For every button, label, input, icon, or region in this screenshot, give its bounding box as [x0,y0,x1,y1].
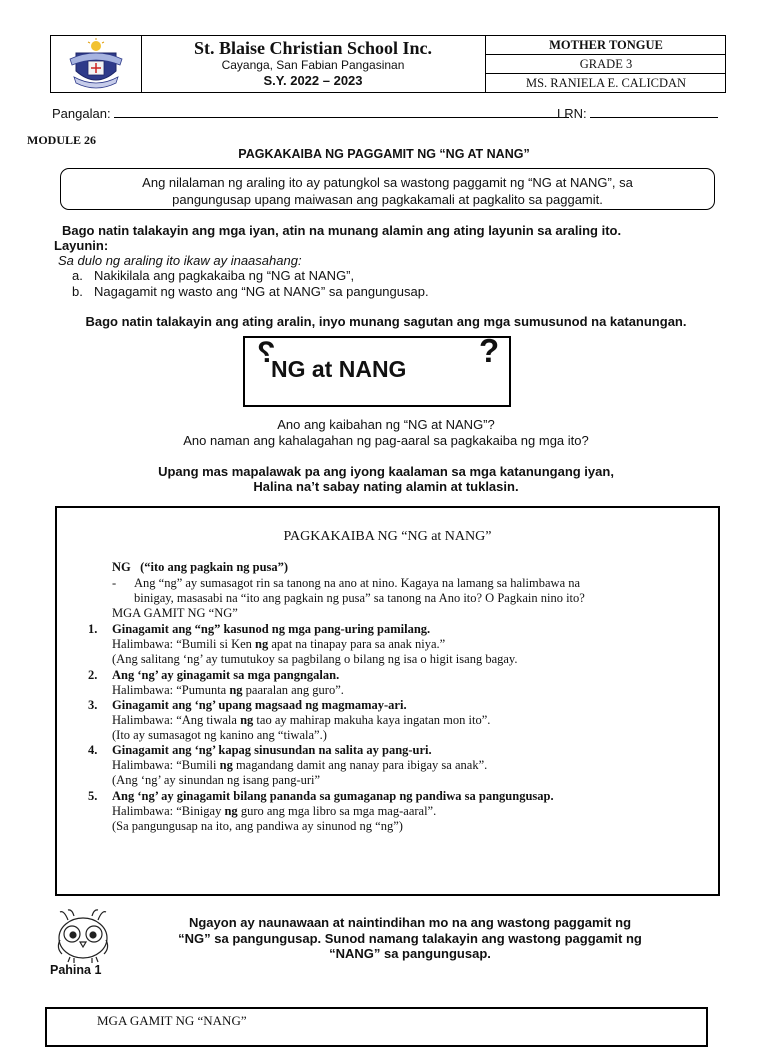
rule-number: 2. [88,668,98,682]
encourage-line-2: Halina na’t sabay nating alamin at tuklasin. [253,479,519,494]
page-number: Pahina 1 [50,963,102,977]
rule-text: Ang ‘ng’ ay ginagamit sa mga pangngalan. [112,668,340,682]
example-pre: Halimbawa: “Bumili si Ken [112,637,256,651]
intro-line-1: Ang nilalaman ng araling ito ay patungkol sa wastong paggamit ng “NG at NANG”, sa [142,175,633,190]
school-info-cell [142,36,484,92]
rule-note: (Sa pangungusap na ito, ang pandiwa ay sinunod ng “ng”) [112,819,403,833]
intro-box [60,168,715,210]
nang-box [45,1007,708,1047]
ng-heading [112,560,288,575]
ng-heading-label: NG [112,560,131,574]
name-field[interactable] [52,106,569,121]
example-bold: ng [229,683,243,697]
class-info-cell [485,36,726,92]
example-post: paaralan ang guro”. [242,683,344,697]
school-address: Cayanga, San Fabian Pangasinan [221,58,405,72]
example-pre: Halimbawa: “Ang tiwala [112,713,241,727]
objective-marker: b. [72,284,83,299]
grade: GRADE 3 [486,55,726,74]
objective-marker: a. [72,268,83,283]
subject: MOTHER TONGUE [486,36,726,55]
rule-example [112,683,344,698]
school-name: St. Blaise Christian School Inc. [193,38,433,58]
ng-bullet-marker: - [112,576,117,590]
ng-nang-box-text: NG at NANG [271,356,407,382]
rule-example [112,804,436,819]
rule-text: Ginagamit ang ‘ng’ kapag sinusundan na salita ay pang-uri. [112,743,432,757]
example-pre: Halimbawa: “Binigay [112,804,225,818]
rule-text: Ginagamit ang “ng” kasunod ng mga pang-uring pamilang. [112,622,431,636]
school-seal-icon [66,37,126,91]
example-bold: ng [240,713,254,727]
header-table [50,35,726,93]
layunin-intro: Sa dulo ng araling ito ikaw ay inaasahang: [58,253,302,268]
closing-line-1: Ngayon ay naunawaan at naintindihan mo na ang wastong paggamit ng [188,915,632,930]
rule-number: 3. [88,698,98,712]
example-bold: ng [224,804,238,818]
rule-number: 5. [88,789,98,803]
school-year: S.Y. 2022 – 2023 [263,73,363,88]
lesson-box [55,506,720,896]
rule-note: (Ang ‘ng’ ay sinundan ng isang pang-uri” [112,773,321,787]
question-mark-left-icon: ? [257,336,276,369]
question-2: Ano naman ang kahalagahan ng pag-aaral sa pagkakaiba ng mga ito? [183,433,589,448]
rule-example [112,637,445,652]
example-pre: Halimbawa: “Bumili [112,758,220,772]
layunin-heading: Layunin: [54,238,109,253]
objective-item [72,284,429,299]
module-title: PAGKAKAIBA NG PAGGAMIT NG “NG AT NANG” [238,147,530,161]
ng-nang-box [243,332,511,407]
lesson-title: PAGKAKAIBA NG “NG at NANG” [283,529,492,544]
example-post: tao ay mahirap makuha kaya ingatan mon ito”. [253,713,491,727]
rule-example [112,713,490,728]
lrn-label: LRN: [557,106,587,121]
example-post: magandang damit ang nanay para ibigay sa anak”. [232,758,488,772]
rule-number: 4. [88,743,98,757]
objective-text: Nakikilala ang pagkakaiba ng “NG at NANG”, [94,268,355,283]
rule-note: (Ito ay sumasagot ng kanino ang “tiwala”.) [112,728,327,742]
nang-box-title: MGA GAMIT NG “NANG” [97,1013,247,1028]
objective-text: Nagagamit ng wasto ang “NG at NANG” sa pangungusap. [94,284,429,299]
closing-line-2: “NG” sa pangungusap. Sunod namang talakayin ang wastong paggamit ng [178,931,642,946]
example-bold: ng [255,637,269,651]
uses-heading: MGA GAMIT NG “NG” [112,606,238,620]
example-bold: ng [219,758,233,772]
name-blank[interactable] [114,106,569,118]
module-label: MODULE 26 [27,133,96,147]
example-pre: Halimbawa: “Pumunta [112,683,230,697]
ng-bullet-line-2: binigay, masasabi na “ito ang pagkain ng pusa” sa tanong na Ano ito? O Pagkain nino ito? [134,591,585,605]
rule-text: Ginagamit ang ‘ng’ upang magsaad ng magmamay-ari. [112,698,407,712]
school-logo-cell [51,36,142,92]
example-post: guro ang mga libro sa mga mag-aaral”. [237,804,437,818]
lrn-field[interactable] [557,106,718,121]
ng-example: (“ito ang pagkain ng pusa”) [140,560,289,574]
lrn-blank[interactable] [590,106,718,118]
example-post: apat na tinapay para sa anak niya.” [268,637,446,651]
intro-line-2: pangungusap upang maiwasan ang pagkakamali at pagkalito sa paggamit. [172,192,603,207]
ng-bullet-line-1: Ang “ng” ay sumasagot rin sa tanong na ano at nino. Kagaya na lamang sa halimbawa na [134,576,581,590]
objective-item [72,268,354,283]
rule-note: (Ang salitang ‘ng’ ay tumutukoy sa pagbilang o bilang ng isa o higit isang bagay. [112,652,518,666]
rule-text: Ang ‘ng’ ay ginagamit bilang pananda sa gumaganap ng pandiwa sa pangungusap. [112,789,554,803]
question-1: Ano ang kaibahan ng “NG at NANG”? [277,417,495,432]
rule-number: 1. [88,622,98,636]
rule-example [112,758,487,773]
encourage-line-1: Upang mas mapalawak pa ang iyong kaalaman sa mga katanungang iyan, [158,464,614,479]
question-mark-right-icon: ? [479,332,500,369]
closing-line-3: “NANG” sa pangungusap. [329,946,491,961]
name-label: Pangalan: [52,106,111,121]
teacher: MS. RANIELA E. CALICDAN [525,76,687,90]
before-questions-text: Bago natin talakayin ang ating aralin, inyo munang sagutan ang mga sumusunod na katanungan. [85,314,687,329]
before-objectives-text: Bago natin talakayin ang mga iyan, atin na munang alamin ang ating layunin sa araling ito. [62,223,622,238]
